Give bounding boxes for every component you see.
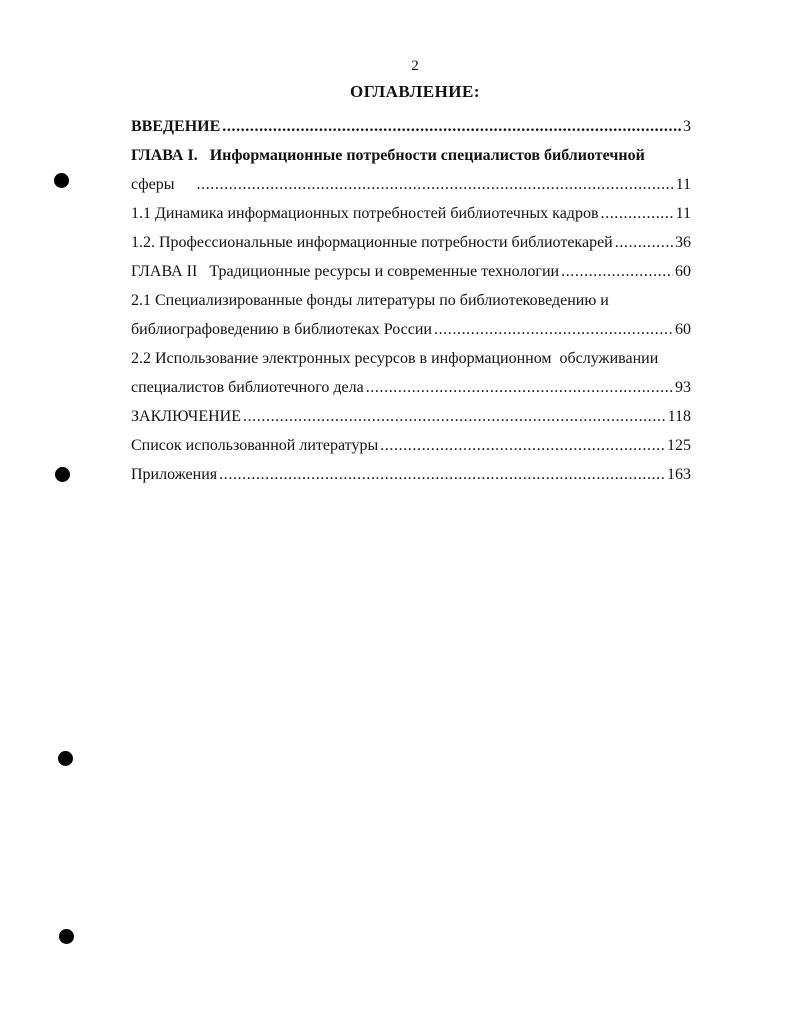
dot-leader (380, 431, 665, 460)
toc-entry-section-1-2[interactable] (131, 228, 691, 257)
toc-entry-references[interactable] (131, 431, 691, 460)
toc-entry-page: 11 (675, 176, 691, 193)
toc-entry-introduction[interactable] (131, 112, 691, 141)
dot-leader (366, 373, 673, 402)
dot-leader (601, 199, 674, 228)
toc-entry-page: 93 (675, 379, 691, 396)
toc-entry-section-2-2-line-1[interactable] (131, 344, 691, 373)
toc-entry-chapter-2[interactable] (131, 257, 691, 286)
toc-entry-page: 11 (675, 205, 691, 222)
toc-entry-page: 125 (667, 437, 691, 454)
toc-entry-chapter-1-line-2[interactable] (131, 170, 691, 199)
toc-entry-appendices[interactable] (131, 460, 691, 489)
toc-entry-label: 1.2. Профессиональные информационные потребности библиотекарей (131, 234, 613, 251)
toc-entry-label: 1.1 Динамика информационных потребностей библиотечных кадров (131, 205, 599, 222)
toc-entry-label: ГЛАВА I. Информационные потребности специалистов библиотечной (131, 147, 645, 164)
toc-entry-label: ГЛАВА II Традиционные ресурсы и современные технологии (131, 263, 560, 280)
toc-entry-label: специалистов библиотечного дела (131, 379, 364, 396)
dot-leader (222, 112, 681, 141)
toc-entry-label: Приложения (131, 466, 218, 483)
toc-entry-section-2-2-line-2[interactable] (131, 373, 691, 402)
toc-entry-section-2-1-line-1[interactable] (131, 286, 691, 315)
table-of-contents (131, 112, 691, 489)
toc-entry-page: 118 (667, 408, 691, 425)
binder-hole-1 (54, 173, 69, 188)
toc-entry-label: ВВЕДЕНИЕ (131, 118, 221, 135)
binder-hole-4 (59, 929, 74, 944)
toc-entry-label: сферы (131, 176, 175, 193)
toc-entry-page: 163 (667, 466, 691, 483)
toc-title: ОГЛАВЛЕНИЕ: (349, 82, 481, 101)
binder-hole-3 (58, 751, 73, 766)
dot-leader (219, 460, 665, 489)
dot-leader (561, 257, 673, 286)
dot-leader (196, 170, 673, 199)
toc-entry-page: 36 (675, 234, 691, 251)
toc-entry-label: Список использованной литературы (131, 437, 379, 454)
dot-leader (615, 228, 673, 257)
binder-hole-2 (55, 467, 70, 482)
toc-entry-label: ЗАКЛЮЧЕНИЕ (131, 408, 241, 425)
toc-entry-conclusion[interactable] (131, 402, 691, 431)
dot-leader (434, 315, 673, 344)
toc-entry-section-2-1-line-2[interactable] (131, 315, 691, 344)
toc-entry-page: 60 (675, 321, 691, 338)
toc-entry-label: 2.2 Использование электронных ресурсов в информационном обслуживании (131, 350, 659, 367)
toc-entry-page: 60 (675, 263, 691, 280)
toc-entry-chapter-1-line-1[interactable] (131, 141, 691, 170)
toc-entry-label: 2.1 Специализированные фонды литературы по библиотековедению и (131, 292, 609, 309)
toc-entry-section-1-1[interactable] (131, 199, 691, 228)
toc-entry-page: 3 (683, 118, 691, 135)
dot-leader (243, 402, 666, 431)
toc-entry-label: библиографоведению в библиотеках России (131, 321, 432, 338)
page-number: 2 (411, 58, 419, 74)
